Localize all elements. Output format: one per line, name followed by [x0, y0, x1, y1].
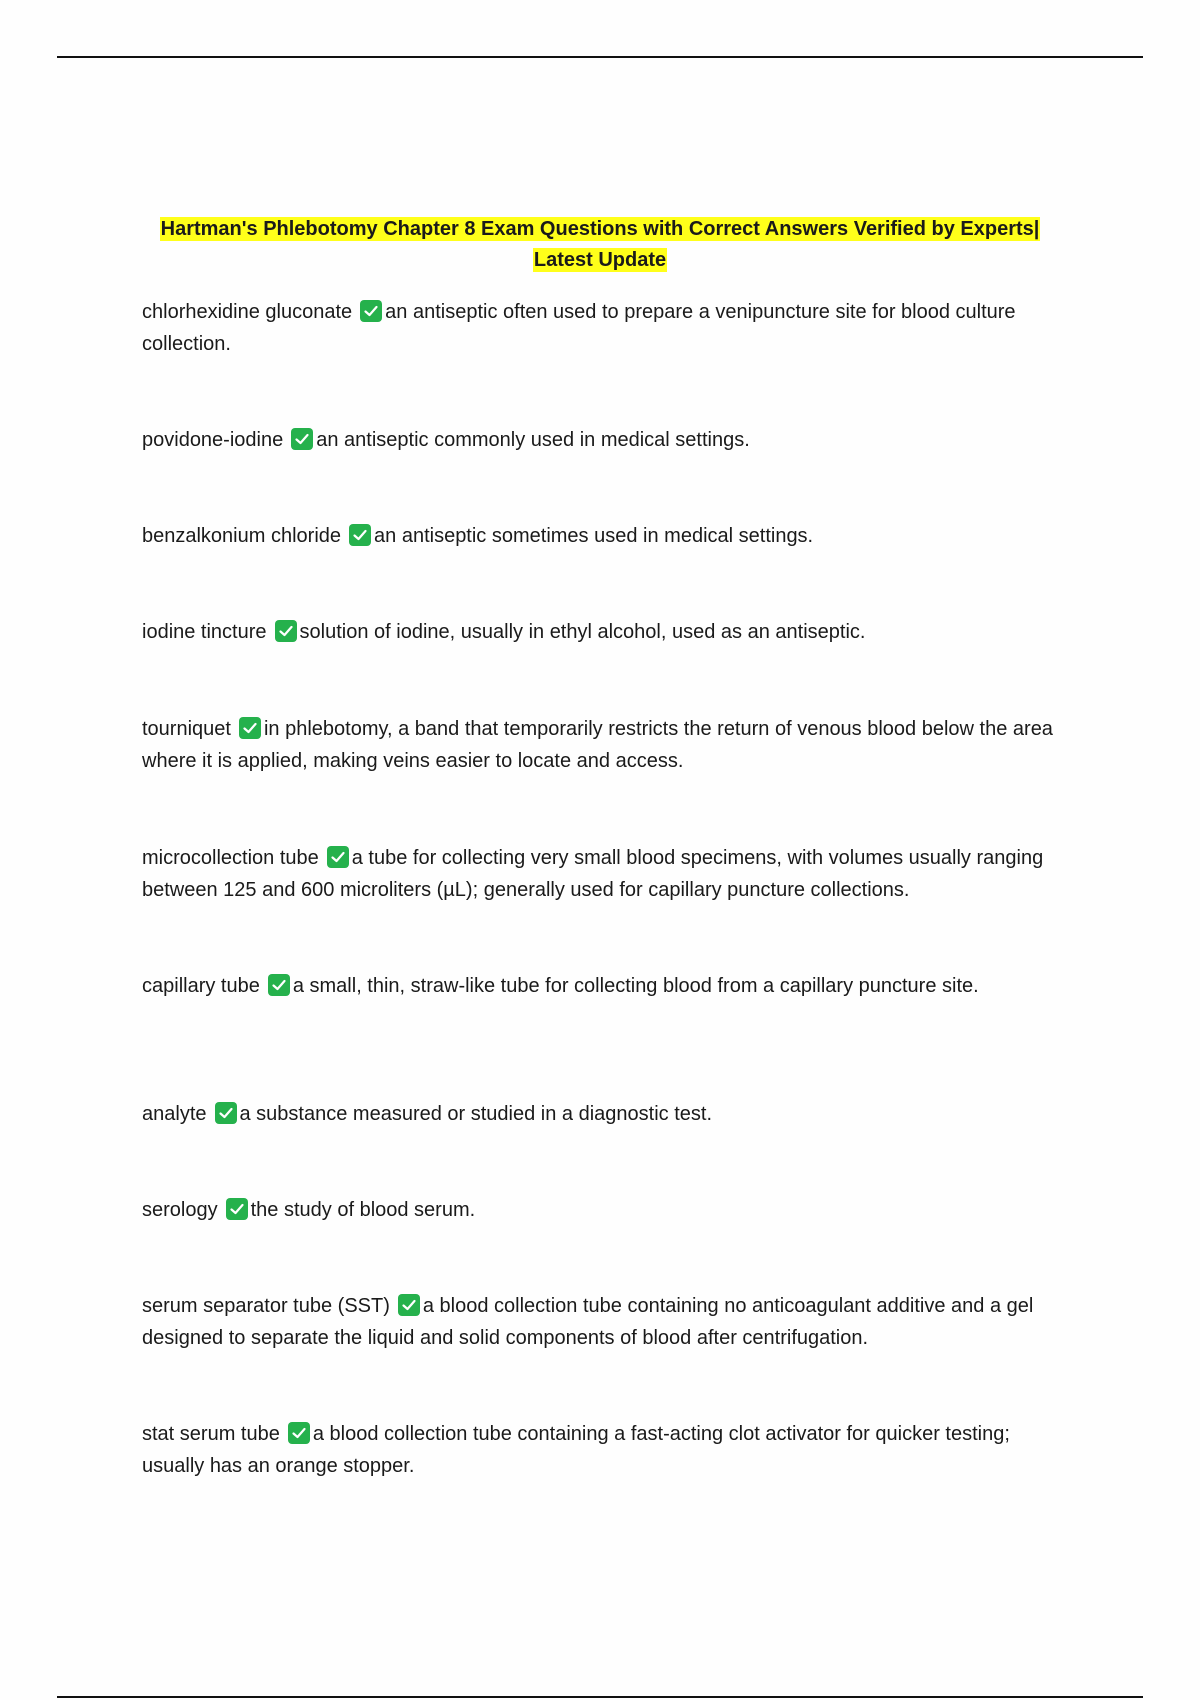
term-entry — [142, 1194, 1062, 1226]
term-entry — [142, 1290, 1062, 1354]
checkmark-icon — [215, 1102, 237, 1124]
definition-text: the study of blood serum. — [250, 1199, 476, 1221]
definition-text: in phlebotomy, a band that temporarily restricts the return of venous blood below the area where it is applied, making veins easier to locate and access. — [142, 718, 1053, 772]
checkmark-icon — [226, 1198, 248, 1220]
title-line-1: Hartman's Phlebotomy Chapter 8 Exam Questions with Correct Answers Verified by Experts| — [160, 218, 1040, 240]
term-text: serum separator tube (SST) — [142, 1295, 390, 1317]
term-entry — [142, 296, 1062, 360]
checkmark-icon — [349, 524, 371, 546]
term-entry — [142, 520, 1062, 552]
term-text: povidone-iodine — [142, 429, 284, 451]
term-entry — [142, 616, 1062, 648]
term-text: microcollection tube — [142, 847, 319, 869]
term-text: tourniquet — [142, 718, 231, 740]
checkmark-icon — [275, 620, 297, 642]
definition-text: a blood collection tube containing no anticoagulant additive and a gel designed to separate the liquid and solid components of blood after centrifugation. — [142, 1295, 1034, 1349]
checkmark-icon — [288, 1422, 310, 1444]
term-text: capillary tube — [142, 975, 260, 997]
term-entry — [142, 842, 1062, 906]
definition-text: a substance measured or studied in a diagnostic test. — [239, 1103, 712, 1125]
definition-text: an antiseptic often used to prepare a venipuncture site for blood culture collection. — [142, 301, 1016, 355]
checkmark-icon — [268, 974, 290, 996]
term-entry — [142, 713, 1062, 777]
term-text: serology — [142, 1199, 218, 1221]
title-line-2: Latest Update — [533, 249, 667, 271]
definition-text: a blood collection tube containing a fast-acting clot activator for quicker testing; usually has an orange stopper. — [142, 1423, 1010, 1477]
definition-text: an antiseptic commonly used in medical settings. — [316, 429, 750, 451]
definition-text: a tube for collecting very small blood specimens, with volumes usually ranging between 125 and 600 microliters (µL); generally used for capillary puncture collections. — [142, 847, 1044, 901]
term-text: benzalkonium chloride — [142, 525, 342, 547]
term-text: iodine tincture — [142, 621, 267, 643]
term-text: stat serum tube — [142, 1423, 280, 1445]
term-text: chlorhexidine gluconate — [142, 301, 353, 323]
definition-text: solution of iodine, usually in ethyl alcohol, used as an antiseptic. — [299, 621, 866, 643]
footer-rule — [57, 1696, 1143, 1698]
definition-text: an antiseptic sometimes used in medical settings. — [374, 525, 814, 547]
term-entry — [142, 424, 1062, 456]
term-entry — [142, 1418, 1062, 1482]
checkmark-icon — [398, 1294, 420, 1316]
checkmark-icon — [291, 428, 313, 450]
document-title — [130, 214, 1070, 276]
definition-text: a small, thin, straw-like tube for collecting blood from a capillary puncture site. — [292, 975, 979, 997]
term-entry — [142, 970, 1062, 1002]
checkmark-icon — [239, 717, 261, 739]
checkmark-icon — [327, 846, 349, 868]
term-text: analyte — [142, 1103, 207, 1125]
term-entry — [142, 1098, 1062, 1130]
header-rule — [57, 56, 1143, 58]
checkmark-icon — [360, 300, 382, 322]
